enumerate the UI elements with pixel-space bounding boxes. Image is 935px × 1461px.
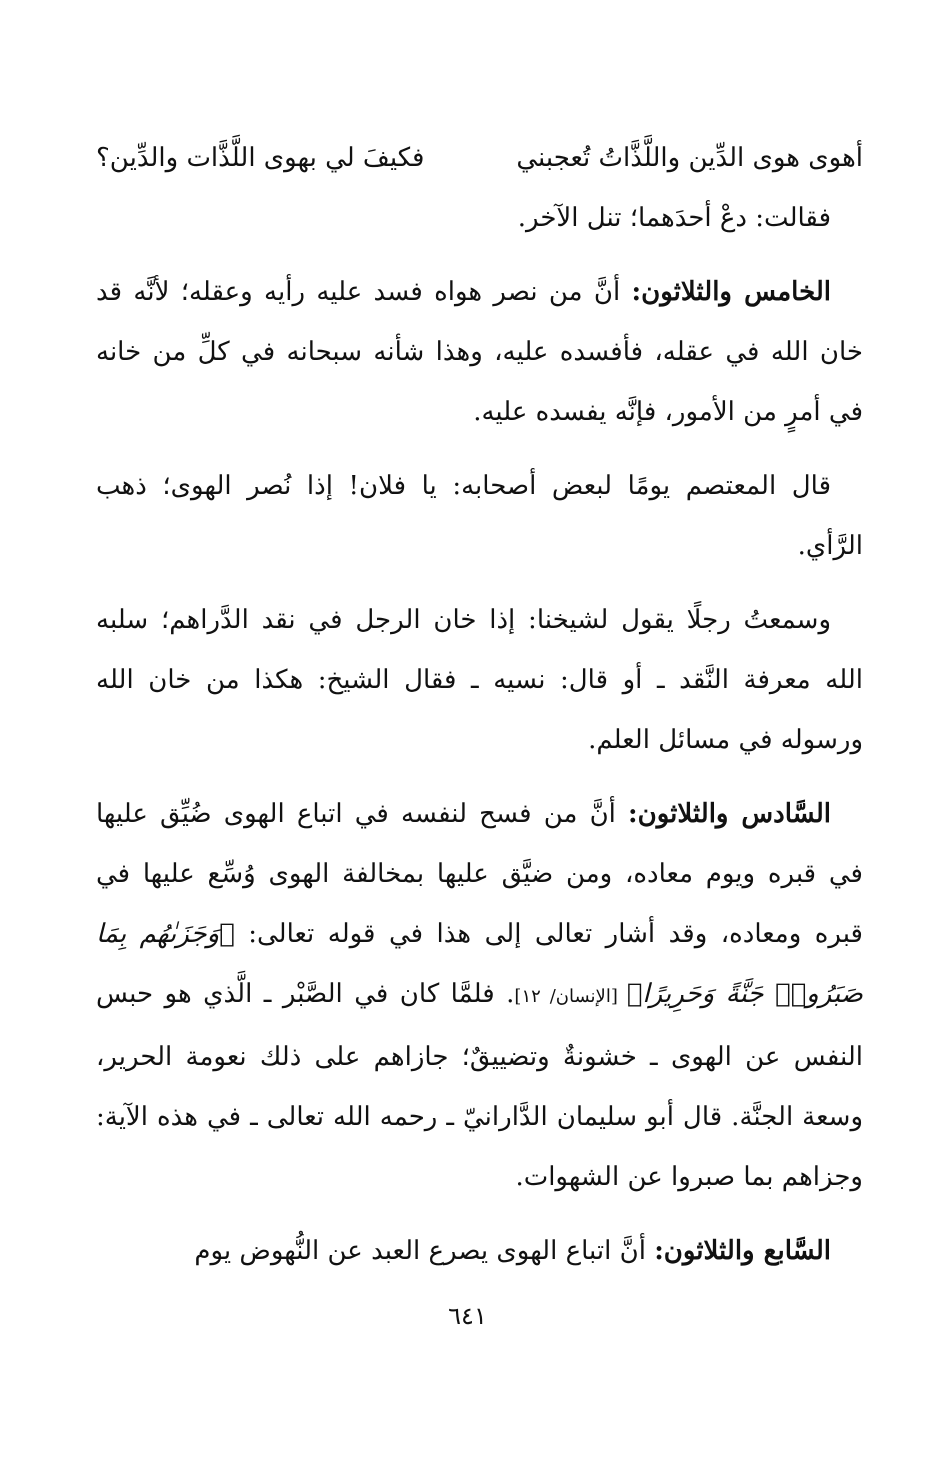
paragraph-text: أنَّ من نصر هواه فسد عليه رأيه وعقله؛ لأنَّه قد خان الله في عقله، فأفسده عليه، وهذا شأنه سبحانه في كلِّ من خانه في أمرٍ من الأمور، فإنَّه يفسده عليه. [96,277,863,427]
paragraph-text-continued: . فلمَّا كان في الصَّبْر ـ الَّذي هو حبس النفس عن الهوى ـ خشونةٌ وتضييقٌ؛ جازاهم على ذلك نعومة الحرير، وسعة الجنَّة. قال أبو سليمان الدَّارانيّ ـ رحمه الله تعالى ـ في هذه الآية: وجزاهم بما صبروا عن الشهوات. [96,979,863,1192]
paragraph-mutasim: قال المعتصم يومًا لبعض أصحابه: يا فلان! إذا نُصر الهوى؛ ذهب الرَّأي. [96,471,863,561]
poetry-verse [96,138,863,178]
paragraph-text: أنَّ اتباع الهوى يصرع العبد عن النُّهوض يوم [194,1236,655,1266]
paragraph-heading: الخامس والثلاثون: [631,277,831,307]
paragraph-thirty-fifth [96,262,863,442]
page-number: ٦٤١ [448,1302,487,1330]
page-body [96,130,863,1381]
verse-second-hemistich: فكيفَ لي بهوى اللَّذَّات والدِّين؟ [96,143,425,173]
paragraph-thirty-seventh [96,1221,863,1281]
verse-first-hemistich: أهوى هوى الدِّين واللَّذَّاتُ تُعجبني [516,143,863,173]
paragraph-shaykh: وسمعتُ رجلًا يقول لشيخنا: إذا خان الرجل في نقد الدَّراهم؛ سلبه الله معرفة النَّقد ـ أو قال: نسيه ـ فقال الشيخ: هكذا من خان الله ورسوله في مسائل العلم. [96,605,863,755]
reply-line: فقالت: دعْ أحدَهما؛ تنل الآخر. [517,203,831,233]
paragraph-text: أنَّ من فسح لنفسه في اتباع الهوى ضُيِّق عليها في قبره ويوم معاده، ومن ضيَّق عليها بمخالفة الهوى وُسِّع عليها في قبره ومعاده، وقد أشار تعالى إلى هذا في قوله تعالى: [96,799,863,949]
paragraph-thirty-sixth [96,784,863,1207]
quran-reference: [الإنسان/ ١٢] [514,986,627,1007]
quran-verse: ﴿وَجَزَىٰهُم بِمَا صَبَرُوا۟ جَنَّةً وَحَرِيرًا﴾ [96,919,863,1009]
paragraph-heading: السَّادس والثلاثون: [628,799,831,829]
paragraph-heading: السَّابع والثلاثون: [654,1236,831,1266]
